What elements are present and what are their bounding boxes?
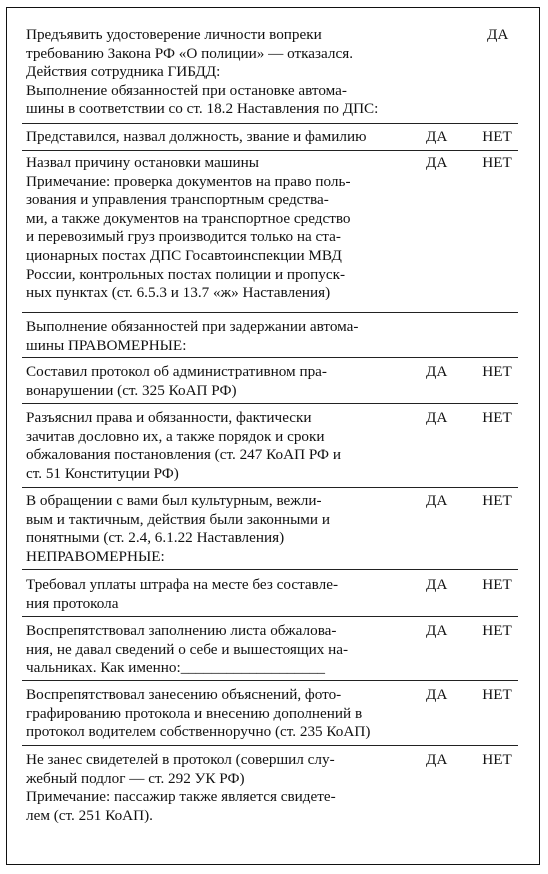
item-line: России, контрольных постах полиции и пропуск- [26, 265, 346, 283]
item-text [26, 318, 408, 355]
checklist-item [26, 492, 526, 566]
yes-option[interactable]: ДА [426, 751, 448, 768]
checklist-item [26, 576, 526, 613]
no-option[interactable]: НЕТ [482, 492, 512, 509]
item-line: Не занес свидетелей в протокол (совершил слу- [26, 751, 335, 768]
yes-option[interactable]: ДА [426, 128, 448, 145]
yes-option[interactable]: ДА [426, 622, 448, 639]
item-line: понятными (ст. 2.4, 6.1.22 Наставления) [26, 529, 285, 547]
intro-line: Предъявить удостоверение личности вопреки [26, 26, 322, 43]
intro-text [26, 26, 486, 119]
item-line: ния протокола [26, 594, 119, 612]
item-text [26, 409, 408, 483]
no-option[interactable]: НЕТ [482, 576, 512, 593]
item-line: ния, не давал сведений о себе и вышестоящих на- [26, 640, 349, 658]
checklist-item [26, 128, 526, 147]
yes-option[interactable]: ДА [426, 409, 448, 426]
item-line: Назвал причину остановки машины [26, 154, 259, 171]
item-line: и перевозимый груз производится только на ста- [26, 228, 341, 246]
item-line: Воспрепятствовал занесению объяснений, фото- [26, 686, 342, 703]
item-line: ми, а также документов на транспортное средство [26, 209, 351, 227]
item-line: чальниках. Как именно:___________________ [26, 659, 326, 677]
item-line: зования и управления транспортным средства- [26, 191, 329, 209]
item-line: вым и тактичным, действия были законными и [26, 510, 330, 528]
item-line: лем (ст. 251 КоАП). [26, 806, 153, 824]
item-line: НЕПРАВОМЕРНЫЕ: [26, 547, 165, 565]
item-line: ст. 51 Конституции РФ) [26, 464, 179, 482]
divider [22, 123, 518, 124]
checklist-item [26, 622, 526, 678]
divider [22, 616, 518, 617]
item-text [26, 686, 408, 742]
item-line: Представился, назвал должность, звание и фамилию [26, 128, 367, 145]
item-text [26, 576, 408, 613]
intro-line: Выполнение обязанностей при остановке автома- [26, 81, 347, 99]
item-line: обжалования постановления (ст. 247 КоАП РФ и [26, 446, 341, 464]
intro-block [26, 26, 526, 119]
item-text [26, 154, 408, 303]
checklist-item [26, 409, 526, 483]
yes-option[interactable]: ДА [426, 576, 448, 593]
item-line: зачитав дословно их, а также порядок и сроки [26, 427, 325, 445]
divider [22, 357, 518, 358]
item-text [26, 492, 408, 566]
divider [22, 487, 518, 488]
no-option[interactable]: НЕТ [482, 686, 512, 703]
divider [22, 150, 518, 151]
yes-option[interactable]: ДА [426, 492, 448, 509]
checklist-item [26, 154, 526, 303]
intro-line: требованию Закона РФ «О полиции» — отказался. [26, 44, 354, 62]
item-line: шины ПРАВОМЕРНЫЕ: [26, 336, 187, 354]
intro-line: шины в соответствии со ст. 18.2 Наставления по ДПС: [26, 100, 379, 118]
item-line: Требовал уплаты штрафа на месте без составле- [26, 576, 339, 593]
intro-line: Действия сотрудника ГИБДД: [26, 63, 221, 81]
no-option[interactable]: НЕТ [482, 622, 512, 639]
divider [22, 680, 518, 681]
item-line: В обращении с вами был культурным, вежли- [26, 492, 322, 509]
item-text [26, 751, 408, 825]
item-line: вонарушении (ст. 325 КоАП РФ) [26, 381, 237, 399]
item-line: ционарных постах ДПС Госавтоинспекции МВД [26, 246, 342, 264]
item-line: Примечание: проверка документов на право поль- [26, 172, 351, 190]
item-line: жебный подлог — ст. 292 УК РФ) [26, 769, 245, 787]
yes-option[interactable]: ДА [426, 363, 448, 380]
no-option[interactable]: НЕТ [482, 154, 512, 171]
divider [22, 312, 518, 313]
divider [22, 569, 518, 570]
item-line: Примечание: пассажир также является свидете- [26, 788, 336, 806]
item-text [26, 363, 408, 400]
item-line: Составил протокол об административном пра- [26, 363, 327, 380]
no-option[interactable]: НЕТ [482, 128, 512, 145]
no-option[interactable]: НЕТ [482, 751, 512, 768]
item-line: Выполнение обязанностей при задержании автома- [26, 318, 359, 335]
yes-option[interactable]: ДА [426, 154, 448, 171]
no-option[interactable]: НЕТ [482, 363, 512, 380]
no-option[interactable]: НЕТ [482, 409, 512, 426]
checklist-item [26, 751, 526, 825]
divider [22, 403, 518, 404]
item-text [26, 128, 426, 147]
divider [22, 745, 518, 746]
yes-option[interactable]: ДА [426, 686, 448, 703]
section-heading-lawful [26, 318, 526, 355]
item-line: Воспрепятствовал заполнению листа обжалова- [26, 622, 337, 639]
yes-option[interactable]: ДА [487, 26, 509, 43]
item-line: Разъяснил права и обязанности, фактически [26, 409, 312, 426]
checklist-item [26, 363, 526, 400]
item-text [26, 622, 408, 678]
item-line: графированию протокола и внесению дополнений в [26, 704, 363, 722]
item-line: протокол водителем собственноручно (ст. 235 КоАП) [26, 723, 371, 741]
item-line: ных пунктах (ст. 6.5.3 и 13.7 «ж» Наставления) [26, 284, 331, 302]
checklist-item [26, 686, 526, 742]
